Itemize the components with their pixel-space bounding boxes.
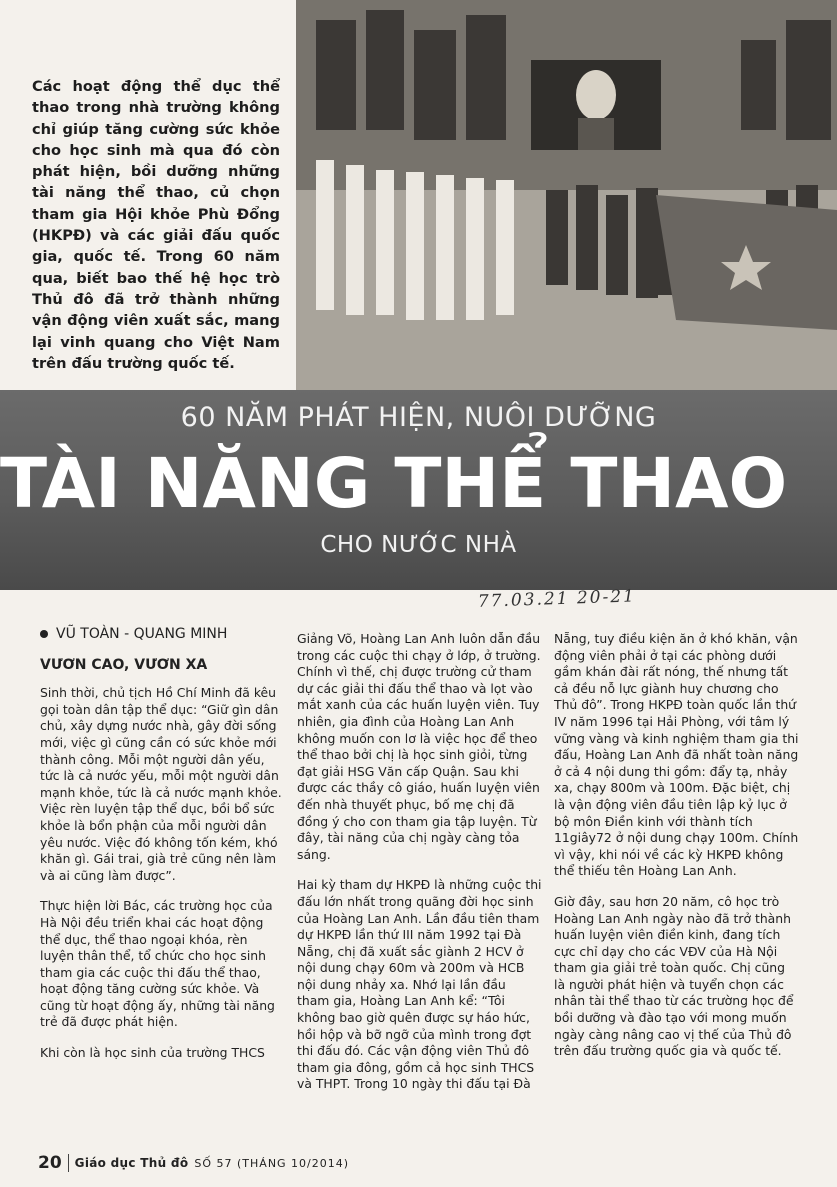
banner-subkicker: CHO NƯỚC NHÀ — [320, 532, 517, 558]
banner-headline: TÀI NĂNG THỂ THAO — [0, 444, 788, 524]
intro-lead: Các hoạt động thể dục thể thao trong nhà trường không chỉ giúp tăng cường sức khỏe cho học sinh mà qua đó còn phát hiện, bồi dưỡng những tài năng thể thao, củ chọn tham gia Hội khỏe Phù Đổng (HKPĐ) và các giải đấu quốc gia, quốc tế. Trong 60 năm qua, biết bao thế hệ học trò Thủ đô đã trở thành những vận động viên xuất sắc, mang lại vinh quang cho Việt Nam trên đấu trường quốc tế. — [32, 78, 280, 372]
section-heading: VƯƠN CAO, VƯƠN XA — [40, 656, 208, 673]
title-banner — [0, 390, 837, 590]
paragraph: Sinh thời, chủ tịch Hồ Chí Minh đã kêu gọi toàn dân tập thể dục: “Giữ gìn dân chủ, xây dựng nước nhà, gây đời sống mới, việc gì cũng cần có sức khỏe mới thành công. Mỗi một người dân yếu, tức là cả nước yếu, mỗi một người dân mạnh khỏe, tức là cả nước mạnh khỏe. Việc rèn luyện tập thể dục, bồi bổ sức khỏe là bổn phận của mỗi người dân yêu nước. Việc đó không tốn kém, khó khăn gì. Gái trai, già trẻ cũng nên làm và ai cũng làm được”. — [40, 685, 282, 883]
paragraph: Hai kỳ tham dự HKPĐ là những cuộc thi đấu lớn nhất trong quãng đời học sinh của Hoàng Lan Anh. Lần đầu tiên tham dự HKPĐ lần thứ III năm 1992 tại Đà Nẵng, chị đã xuất sắc giành 2 HCV ở nội dung chạy 60m và 200m và HCB nội dung nhảy xa. Nhớ lại lần đầu tham gia, Hoàng Lan Anh kể: “Tôi không bao giờ quên được sự háo hức, hồi hộp và bỡ ngỡ của mình trong đợt thi đấu đó. Các vận động viên Thủ đô tham gia đông, gồm cả học sinh THCS và THPT. Trong 10 ngày thi đấu tại Đà — [297, 877, 542, 1092]
magazine-name: Giáo dục Thủ đô — [74, 1156, 189, 1170]
handwritten-note: 77.03.21 20-21 — [477, 586, 637, 612]
byline-text: VŨ TOÀN - QUANG MINH — [56, 626, 228, 642]
bullet-icon — [40, 630, 48, 638]
article-column-2 — [297, 631, 542, 1107]
footer-divider — [68, 1154, 69, 1172]
paragraph: Thực hiện lời Bác, các trường học của Hà Nội đều triển khai các hoạt động thể dục, thể thao ngoại khóa, rèn luyện thân thể, tổ chức cho học sinh tham gia các cuộc thi đấu thể thao, hoạt động tăng cường sức khỏe. Và cũng từ hoạt động ấy, những tài năng trẻ đã được phát hiện. — [40, 898, 275, 1030]
paragraph: Nẵng, tuy điều kiện ăn ở khó khăn, vận động viên phải ở tại các phòng dưới gầm khán đài rất nóng, thế nhưng tất cả đều nỗ lực giành huy chương cho Thủ đô”. Trong HKPĐ toàn quốc lần thứ IV năm 1996 tại Hải Phòng, với tâm lý vững vàng và kinh nghiệm tham gia thi đấu, Hoàng Lan Anh đã nhất toàn năng ở cả 4 nội dung thi gồm: đẩy tạ, nhảy xa, chạy 800m và 100m. Đặc biệt, chị là vận động viên đầu tiên lập kỷ lục ở bộ môn Điền kinh với thành tích 11giây72 ở nội dung chạy 100m. Chính vì vậy, khi nói về các kỳ HKPĐ không thể thiếu tên Hoàng Lan Anh. — [554, 631, 799, 879]
banner-kicker: 60 NĂM PHÁT HIỆN, NUÔI DƯỠNG — [180, 402, 657, 433]
page-footer — [38, 1153, 349, 1173]
parade-photo — [296, 0, 837, 390]
byline — [40, 626, 285, 643]
page-number: 20 — [38, 1153, 62, 1173]
paragraph: Giờ đây, sau hơn 20 năm, cô học trò Hoàng Lan Anh ngày nào đã trở thành huấn luyện viên điền kinh, đang tích cực chỉ dạy cho các VĐV của Hà Nội tham gia giải trẻ toàn quốc. Chị cũng là người phát hiện và tuyển chọn các nhân tài thể thao từ các trường học để bồi dưỡng và đào tạo với mong muốn ngày càng nâng cao vị thế của Thủ đô trên đấu trường quốc gia và quốc tế. — [554, 893, 794, 1059]
paragraph: Giảng Võ, Hoàng Lan Anh luôn dẫn đầu trong các cuộc thi chạy ở lớp, ở trường. Chính vì thế, chị được trường cử tham dự các giải thi đấu thể thao và lọt vào mắt xanh của các huấn luyện viên. Tuy nhiên, gia đình của Hoàng Lan Anh không muốn con lơ là việc học để theo thể thao bởi chị là học sinh giỏi, từng đạt giải HSG Văn cấp Quận. Sau khi được các thầy cô giáo, huấn luyện viên đến nhà thuyết phục, bố mẹ chị đã đồng ý cho con tham gia tập luyện. Từ đây, tài năng của chị ngày càng tỏa sáng. — [297, 631, 541, 862]
issue-info: SỐ 57 (THÁNG 10/2014) — [194, 1156, 350, 1170]
article-column-3 — [554, 631, 799, 1074]
paragraph: Khi còn là học sinh của trường THCS — [40, 1045, 265, 1061]
article-column-1 — [40, 626, 285, 1076]
parade-illustration — [296, 0, 837, 390]
